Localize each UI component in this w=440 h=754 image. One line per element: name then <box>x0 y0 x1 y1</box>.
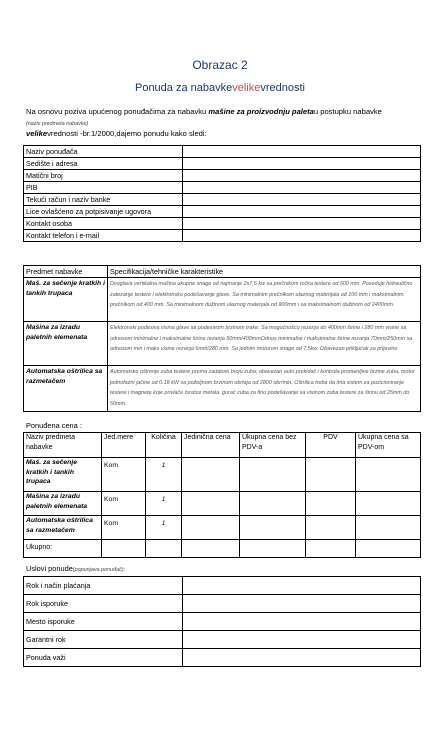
unit-price-cell[interactable] <box>182 458 240 492</box>
table-row <box>24 278 421 322</box>
value-cell[interactable] <box>183 577 421 595</box>
header-total-no-vat: Ukupna cena bez PDV-a <box>240 433 306 458</box>
value-cell[interactable] <box>183 631 421 649</box>
value-cell[interactable] <box>183 649 421 667</box>
terms-table <box>23 576 421 667</box>
price-item-qty: 1 <box>146 516 182 540</box>
row-label: Lice ovlašćeno za potpisivanje ugovora <box>24 206 183 218</box>
table-row <box>24 230 421 242</box>
price-item-unit: Kom <box>102 458 146 492</box>
row-label: Sedište i adresa <box>24 158 183 170</box>
value-cell[interactable] <box>183 613 421 631</box>
intro-text: Na osnovu poziva upućenog ponuđačima za nabavku <box>26 107 209 116</box>
grand-vat-cell[interactable] <box>306 540 356 558</box>
intro-line-2 <box>26 129 421 139</box>
intro-rest: vrednosti -br.1/2000,dajemo ponudu kako sledi: <box>47 129 207 138</box>
table-row <box>24 458 421 492</box>
table-row <box>24 595 421 613</box>
header-quantity: Količina <box>146 433 182 458</box>
header-subject: Predmet nabavke <box>24 266 108 278</box>
row-label: Mesto isporuke <box>24 613 183 631</box>
value-cell[interactable] <box>183 170 421 182</box>
empty-cell <box>102 540 146 558</box>
form-title-part3: vrednosti <box>260 82 305 94</box>
total-with-vat-cell[interactable] <box>356 516 421 540</box>
total-no-vat-cell[interactable] <box>240 458 306 492</box>
price-item-unit: Kom <box>102 516 146 540</box>
intro-hint: (naziv predmeta nabavke) <box>26 121 89 127</box>
total-label: Ukupno: <box>24 540 102 558</box>
price-item-name: Maš. za sečenje kratkih i tankih trupaca <box>24 458 102 492</box>
vat-cell[interactable] <box>306 458 356 492</box>
table-row <box>24 649 421 667</box>
total-with-vat-cell[interactable] <box>356 458 421 492</box>
table-row <box>24 194 421 206</box>
table-row <box>24 540 421 558</box>
spec-item-name: Mašina za izradu paletnih elemenata <box>24 322 108 366</box>
spec-item-name: Automatska oštrilica sa razmetačem <box>24 366 108 412</box>
empty-cell <box>146 540 182 558</box>
terms-label-text: Uslovi ponude <box>26 564 73 573</box>
table-row <box>24 182 421 194</box>
row-label: Rok isporuke <box>24 595 183 613</box>
price-item-qty: 1 <box>146 458 182 492</box>
header-unit: Jed.mere <box>102 433 146 458</box>
spec-item-description: Elektronski podesiva visina glave sa podesivom brzinom trake. Sa mogućnošću rezanja do 400mm širine i 280 mm visine sa odnosom minimalne i maksimalne širine rezanja 50mm/400mmOdnos minimalne i maksimalne širine rezanja 70mm/250mm sa odnosom min i maks visine rezanja 6mm/280 mm. Sa jednim motorom snage od 7,5kw. Obavezan priključak za prljevinu <box>108 322 421 366</box>
empty-cell <box>182 540 240 558</box>
table-row <box>24 206 421 218</box>
row-label: Kontakt telefon i e-mail <box>24 230 183 242</box>
row-label: Rok i način plaćanja <box>24 577 183 595</box>
value-cell[interactable] <box>183 194 421 206</box>
form-title-part2: velike <box>232 82 261 94</box>
table-row <box>24 322 421 366</box>
header-specification: Specifikacija/tehničke karakteristike <box>108 266 421 278</box>
price-label: Ponuđena cena : <box>26 421 82 430</box>
terms-hint: (popunjava ponuđač): <box>72 567 125 573</box>
table-row <box>24 631 421 649</box>
intro-line-1 <box>26 107 421 117</box>
spec-item-name: Maš. za sečenje kratkih i tankih trupaca <box>24 278 108 322</box>
table-row <box>24 170 421 182</box>
table-row <box>24 158 421 170</box>
intro-bold: velike <box>26 129 48 138</box>
form-label: Obrazac 2 <box>192 58 248 72</box>
spec-item-description: Dvoglava vertikalna mašina ukupne snage od najmanje 2x7,5 kw sa prečnikom točka testere od 600 mm. Poseduje hidraulično zatezanje testere i elektronsko podešavanje glave. Sa minimalnim prečnikom ulaznog materijala od 100 mm i maksimalnim. prečnikom od 400 mm. Sa minimalnom dužinom ulaznog materjala od 900mm i sa maksimalnom dužinom od 2400mm. <box>108 278 421 322</box>
value-cell[interactable] <box>183 230 421 242</box>
table-header-row <box>24 433 421 458</box>
table-header-row <box>24 266 421 278</box>
header-total-with-vat: Ukupna cena sa PDV-om <box>356 433 421 458</box>
row-label: Garantni rok <box>24 631 183 649</box>
value-cell[interactable] <box>183 158 421 170</box>
total-with-vat-cell[interactable] <box>356 492 421 516</box>
price-item-name: Automatska oštrilica sa razmetačem <box>24 516 102 540</box>
row-label: Matični broj <box>24 170 183 182</box>
price-item-qty: 1 <box>146 492 182 516</box>
table-row <box>24 613 421 631</box>
unit-price-cell[interactable] <box>182 516 240 540</box>
form-title <box>0 82 440 94</box>
grand-total-with-vat-cell[interactable] <box>356 540 421 558</box>
price-item-name: Mašina za izradu paletnih elemenata <box>24 492 102 516</box>
header-item-name: Naziv predmeta nabavke <box>24 433 102 458</box>
vat-cell[interactable] <box>306 492 356 516</box>
value-cell[interactable] <box>183 146 421 158</box>
table-row <box>24 146 421 158</box>
price-item-unit: Kom <box>102 492 146 516</box>
value-cell[interactable] <box>183 595 421 613</box>
grand-total-no-vat-cell[interactable] <box>240 540 306 558</box>
form-title-part1: Ponuda za nabavke <box>134 82 233 94</box>
table-row <box>24 492 421 516</box>
row-label: Naziv ponuđača <box>24 146 183 158</box>
row-label: Kontakt osoba <box>24 218 183 230</box>
table-row <box>24 218 421 230</box>
spec-item-description: Automatsko oštrenje zuba testere prema zadatom broju zuba; obavezan auto prekidač i kontrola promenljive brzine zuba, motor jednofazni jačine od 0.18 kW sa poželjnom brzinom obrtaja od 2800 obr/min. Oštrilica treba da ima sistem za pozicioniranje testere i magnete koje privlače čestice metala. gurać zuba za fino podešavanje sa visinom zuba testere za širinu od 25mm do 50mm. <box>108 366 421 412</box>
row-label: Tekući račun i naziv banke <box>24 194 183 206</box>
specification-table <box>23 265 421 412</box>
value-cell[interactable] <box>183 206 421 218</box>
table-row <box>24 366 421 412</box>
header-unit-price: Jedinična cena <box>182 433 240 458</box>
terms-label <box>26 564 125 573</box>
row-label: PIB <box>24 182 183 194</box>
value-cell[interactable] <box>183 182 421 194</box>
price-table <box>23 432 421 558</box>
total-no-vat-cell[interactable] <box>240 516 306 540</box>
table-row <box>24 577 421 595</box>
row-label: Ponuda važi <box>24 649 183 667</box>
total-no-vat-cell[interactable] <box>240 492 306 516</box>
bidder-info-table <box>23 145 421 242</box>
intro-text-2: u postupku nabavke <box>313 107 382 116</box>
table-row <box>24 516 421 540</box>
value-cell[interactable] <box>183 218 421 230</box>
intro-subject: mašine za proizvodnju paleta <box>208 107 314 116</box>
vat-cell[interactable] <box>306 516 356 540</box>
header-vat: PDV <box>306 433 356 458</box>
unit-price-cell[interactable] <box>182 492 240 516</box>
